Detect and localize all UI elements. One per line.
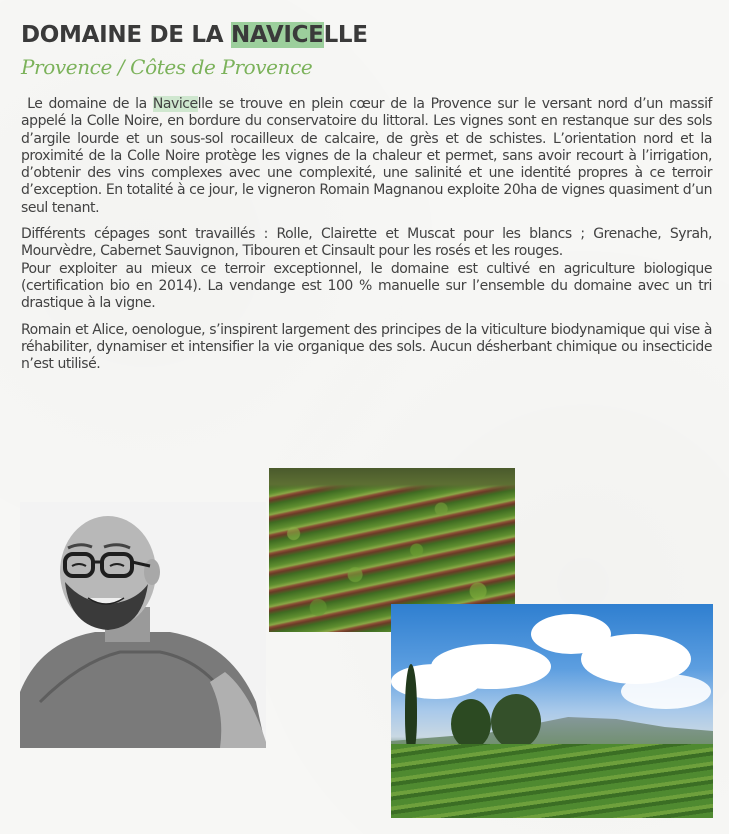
domain-landscape-photo xyxy=(391,604,713,818)
winemaker-portrait xyxy=(20,502,266,748)
portrait-illustration xyxy=(20,502,266,748)
mountain-range xyxy=(391,709,713,749)
p1-highlight: Navice xyxy=(152,96,198,112)
title-text-start: DOMAINE DE LA xyxy=(21,22,231,48)
domain-title xyxy=(21,20,368,50)
region-subtitle: Provence / Côtes de Provence xyxy=(21,55,313,79)
title-highlight: NAVICE xyxy=(230,22,324,48)
p1-end: lle se trouve en plein cœur de la Provence sur le versant nord d’un massif appelé la Colle Noire, en bordure du conservatoire du littoral. Les vignes sont en restanque sur des sols d’argile lourde et un sous-sol rocailleux de calcaire, de grès et de schistes. L’orientation nord et la proximité de la Colle Noire protège les vignes de la chaleur et permet, sans avoir recourt à l’irrigation, d’obtenir des vins complexes avec une complexité, une salinité et une identité propres à ce terroir d’exception. En totalité à ce jour, le vigneron Romain Magnanou exploite 20ha de vignes quasiment d’un seul tenant. xyxy=(21,96,712,216)
vineyard-field xyxy=(391,744,713,818)
paragraph-biodynamic: Romain et Alice, oenologue, s’inspirent largement des principes de la viticulture biodynamique qui vise à réhabiliter, dynamiser et intensifier la vie organique des sols. Aucun désherbant chimique ou insecticide n’est utilisé. xyxy=(21,321,712,373)
description-text xyxy=(21,96,712,382)
tree xyxy=(451,699,491,749)
paragraph-location xyxy=(21,96,712,217)
title-text-end: LLE xyxy=(323,22,368,48)
cypress-tree xyxy=(405,664,417,754)
paragraph-grapes: Différents cépages sont travaillés : Rolle, Clairette et Muscat pour les blancs ; Grenache, Syrah, Mourvèdre, Cabernet Sauvignon, Tibouren et Cinsault pour les rosés et les rouges. xyxy=(21,226,712,260)
tree xyxy=(491,694,541,749)
paragraph-organic: Pour exploiter au mieux ce terroir exceptionnel, le domaine est cultivé en agriculture biologique (certification bio en 2014). La vendange est 100 % manuelle sur l’ensemble du domaine avec un tri drastique à la vigne. xyxy=(21,260,712,312)
p1-start: Le domaine de la xyxy=(27,96,153,112)
cloud xyxy=(621,674,711,709)
